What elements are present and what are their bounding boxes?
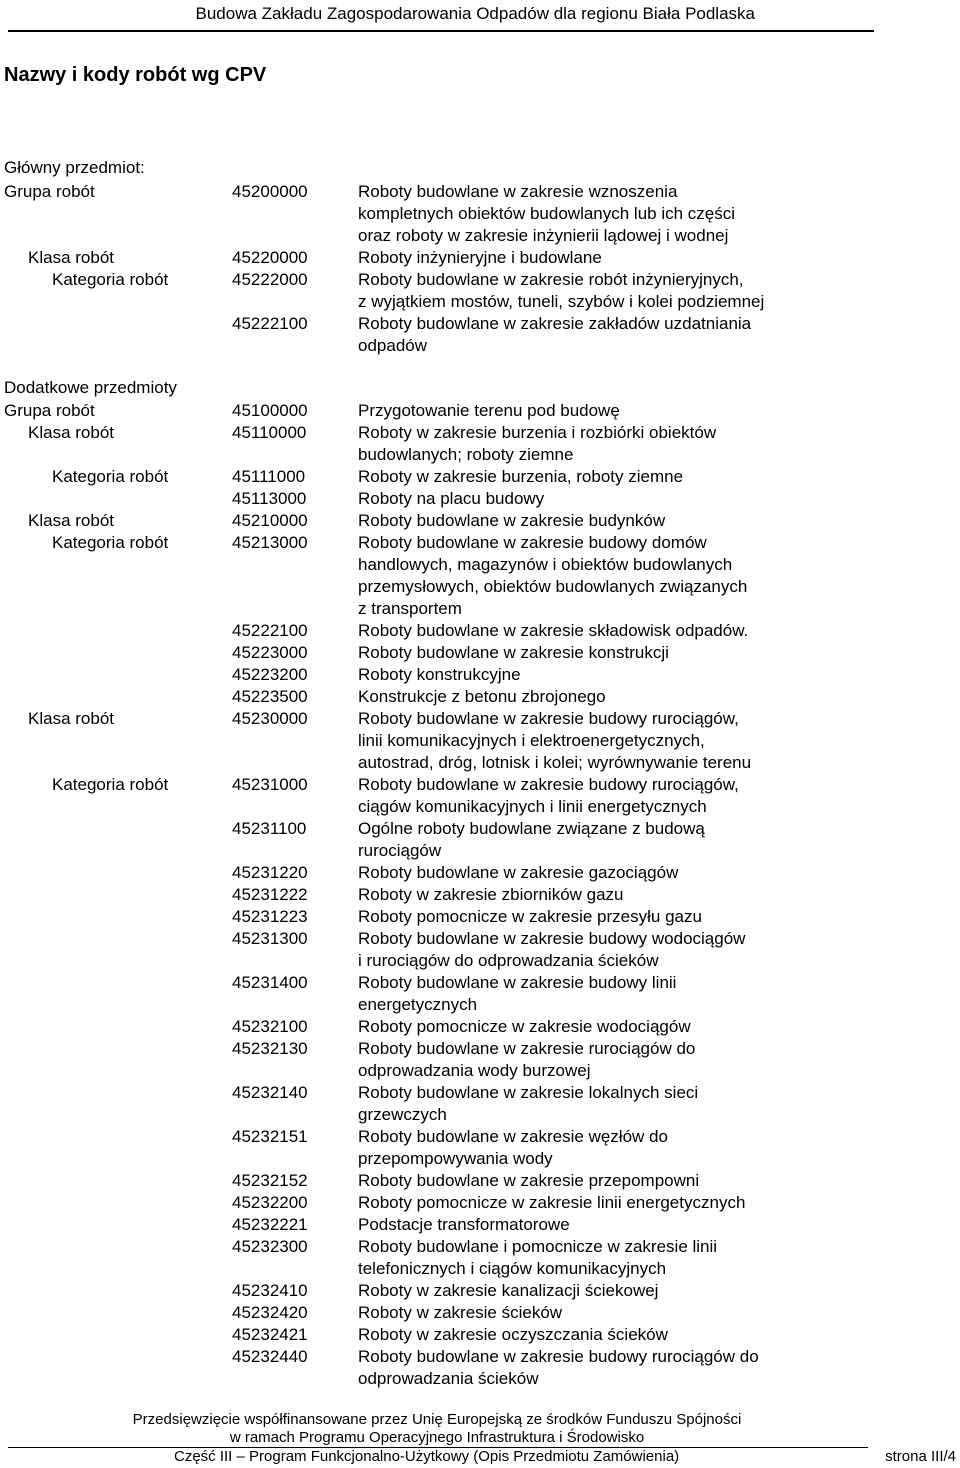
work-description-line: autostrad, dróg, lotnisk i kolei; wyrównywanie terenu bbox=[358, 753, 752, 772]
work-description bbox=[358, 181, 818, 247]
work-type-label: Kategoria robót bbox=[52, 467, 169, 486]
work-description-line: Roboty budowlane w zakresie zakładów uzdatniania bbox=[358, 314, 752, 333]
footer-funding-line: Przedsięwzięcie współfinansowane przez Unię Europejską ze środków Funduszu Spójności bbox=[132, 1411, 742, 1428]
work-description bbox=[358, 1346, 818, 1390]
cpv-code: 45232300 bbox=[232, 1237, 308, 1256]
work-description-line: Przygotowanie terenu pod budowę bbox=[358, 401, 620, 420]
work-description bbox=[358, 928, 818, 972]
cpv-code: 45232420 bbox=[232, 1303, 308, 1322]
work-description bbox=[358, 247, 818, 269]
work-description-line: Roboty inżynieryjne i budowlane bbox=[358, 248, 602, 267]
work-description bbox=[358, 313, 818, 357]
work-description-line: Roboty na placu budowy bbox=[358, 489, 545, 508]
work-description-line: energetycznych bbox=[358, 995, 478, 1014]
work-description bbox=[358, 1082, 818, 1126]
work-description bbox=[358, 1126, 818, 1170]
work-description-line: Roboty budowlane w zakresie budowy rurociągów do bbox=[358, 1347, 759, 1366]
work-type-label: Klasa robót bbox=[28, 709, 114, 728]
cpv-code: 45232151 bbox=[232, 1127, 308, 1146]
work-description bbox=[358, 1324, 818, 1346]
work-description bbox=[358, 972, 818, 1016]
work-description-line: Roboty budowlane i pomocnicze w zakresie linii bbox=[358, 1237, 718, 1256]
work-description bbox=[358, 620, 818, 642]
work-description-line: Roboty w zakresie oczyszczania ścieków bbox=[358, 1325, 668, 1344]
work-description-line: Roboty budowlane w zakresie rurociągów do bbox=[358, 1039, 696, 1058]
work-description-line: Roboty w zakresie kanalizacji ściekowej bbox=[358, 1281, 659, 1300]
cpv-code: 45100000 bbox=[232, 401, 308, 420]
work-description bbox=[358, 664, 818, 686]
work-description bbox=[358, 400, 818, 422]
work-description bbox=[358, 532, 818, 620]
work-type-label: Grupa robót bbox=[4, 401, 95, 420]
work-type-label: Klasa robót bbox=[28, 423, 114, 442]
work-description-line: Roboty w zakresie zbiorników gazu bbox=[358, 885, 624, 904]
work-description-line: odpadów bbox=[358, 336, 428, 355]
work-type-label: Grupa robót bbox=[4, 182, 95, 201]
work-description-line: przepompowywania wody bbox=[358, 1149, 553, 1168]
work-description-line: kompletnych obiektów budowlanych lub ich części bbox=[358, 204, 736, 223]
cpv-code: 45231223 bbox=[232, 907, 308, 926]
cpv-code: 45232410 bbox=[232, 1281, 308, 1300]
work-description-line: Roboty budowlane w zakresie budowy wodociągów bbox=[358, 929, 746, 948]
work-description bbox=[358, 1038, 818, 1082]
cpv-code: 45222100 bbox=[232, 314, 308, 333]
work-description-line: ciągów komunikacyjnych i linii energetycznych bbox=[358, 797, 707, 816]
work-description-line: Roboty budowlane w zakresie wznoszenia bbox=[358, 182, 678, 201]
work-description-line: Roboty budowlane w zakresie przepompowni bbox=[358, 1171, 700, 1190]
work-description-line: budowlanych; roboty ziemne bbox=[358, 445, 574, 464]
work-description bbox=[358, 1016, 818, 1038]
work-description-line: odprowadzania wody burzowej bbox=[358, 1061, 591, 1080]
work-description bbox=[358, 884, 818, 906]
cpv-code: 45223500 bbox=[232, 687, 308, 706]
work-type-label: Kategoria robót bbox=[52, 270, 169, 289]
cpv-code: 45200000 bbox=[232, 182, 308, 201]
work-description-line: z transportem bbox=[358, 599, 462, 618]
cpv-code: 45232421 bbox=[232, 1325, 308, 1344]
additional-subjects-heading: Dodatkowe przedmioty bbox=[4, 378, 177, 397]
cpv-code: 45210000 bbox=[232, 511, 308, 530]
cpv-code: 45223000 bbox=[232, 643, 308, 662]
cpv-code: 45231000 bbox=[232, 775, 308, 794]
work-description-line: przemysłowych, obiektów budowlanych związanych bbox=[358, 577, 748, 596]
cpv-code: 45232440 bbox=[232, 1347, 308, 1366]
work-description-line: Roboty pomocnicze w zakresie przesyłu gazu bbox=[358, 907, 702, 926]
work-description-line: Roboty budowlane w zakresie składowisk odpadów. bbox=[358, 621, 749, 640]
work-description bbox=[358, 1170, 818, 1192]
work-description-line: Roboty budowlane w zakresie konstrukcji bbox=[358, 643, 669, 662]
cpv-code: 45230000 bbox=[232, 709, 308, 728]
work-description-line: Roboty budowlane w zakresie gazociągów bbox=[358, 863, 679, 882]
work-description-line: Roboty budowlane w zakresie budowy rurociągów, bbox=[358, 709, 739, 728]
work-description bbox=[358, 422, 818, 466]
work-description-line: rurociągów bbox=[358, 841, 442, 860]
work-type-label: Kategoria robót bbox=[52, 533, 169, 552]
cpv-code: 45232200 bbox=[232, 1193, 308, 1212]
cpv-code: 45232221 bbox=[232, 1215, 308, 1234]
work-description bbox=[358, 1214, 818, 1236]
work-description bbox=[358, 642, 818, 664]
work-description-line: linii komunikacyjnych i elektroenergetycznych, bbox=[358, 731, 705, 750]
work-description-line: Roboty budowlane w zakresie węzłów do bbox=[358, 1127, 668, 1146]
cpv-code: 45231400 bbox=[232, 973, 308, 992]
cpv-code: 45231222 bbox=[232, 885, 308, 904]
work-type-label: Klasa robót bbox=[28, 511, 114, 530]
work-description-line: Roboty budowlane w zakresie lokalnych sieci bbox=[358, 1083, 699, 1102]
work-description-line: Ogólne roboty budowlane związane z budową bbox=[358, 819, 705, 838]
document-title: Nazwy i kody robót wg CPV bbox=[4, 64, 267, 86]
cpv-code: 45232100 bbox=[232, 1017, 308, 1036]
cpv-code: 45111000 bbox=[232, 467, 306, 486]
header-divider bbox=[8, 30, 874, 32]
cpv-code: 45220000 bbox=[232, 248, 308, 267]
cpv-code: 45222100 bbox=[232, 621, 308, 640]
work-description bbox=[358, 1280, 818, 1302]
work-type-label: Klasa robót bbox=[28, 248, 114, 267]
work-type-label: Kategoria robót bbox=[52, 775, 169, 794]
work-description-line: Roboty budowlane w zakresie budowy domów bbox=[358, 533, 707, 552]
work-description bbox=[358, 269, 818, 313]
work-description-line: Podstacje transformatorowe bbox=[358, 1215, 570, 1234]
work-description-line: Roboty konstrukcyjne bbox=[358, 665, 521, 684]
work-description-line: handlowych, magazynów i obiektów budowlanych bbox=[358, 555, 733, 574]
cpv-code: 45223200 bbox=[232, 665, 308, 684]
work-description bbox=[358, 1236, 818, 1280]
work-description-line: Konstrukcje z betonu zbrojonego bbox=[358, 687, 606, 706]
footer-program-line: w ramach Programu Operacyjnego Infrastruktura i Środowisko bbox=[229, 1429, 645, 1446]
work-description bbox=[358, 862, 818, 884]
work-description-line: Roboty budowlane w zakresie budowy rurociągów, bbox=[358, 775, 739, 794]
main-subject-heading: Główny przedmiot: bbox=[4, 158, 145, 177]
cpv-code: 45231220 bbox=[232, 863, 308, 882]
work-description-line: telefonicznych i ciągów komunikacyjnych bbox=[358, 1259, 667, 1278]
work-description-line: grzewczych bbox=[358, 1105, 447, 1124]
cpv-code: 45222000 bbox=[232, 270, 308, 289]
footer-part-label: Część III – Program Funkcjonalno-Użytkowy (Opis Przedmiotu Zamówienia) bbox=[174, 1448, 680, 1465]
cpv-code: 45110000 bbox=[232, 423, 307, 442]
work-description bbox=[358, 1302, 818, 1324]
work-description-line: z wyjątkiem mostów, tuneli, szybów i kolei podziemnej bbox=[358, 292, 765, 311]
work-description bbox=[358, 708, 818, 774]
work-description-line: Roboty pomocnicze w zakresie wodociągów bbox=[358, 1017, 691, 1036]
work-description-line: Roboty w zakresie burzenia i rozbiórki obiektów bbox=[358, 423, 717, 442]
work-description bbox=[358, 466, 818, 488]
cpv-code: 45213000 bbox=[232, 533, 308, 552]
work-description bbox=[358, 488, 818, 510]
page-number: strona III/4 bbox=[885, 1448, 956, 1465]
work-description-line: Roboty budowlane w zakresie robót inżynieryjnych, bbox=[358, 270, 744, 289]
work-description bbox=[358, 774, 818, 818]
work-description-line: Roboty pomocnicze w zakresie linii energetycznych bbox=[358, 1193, 746, 1212]
work-description-line: oraz roboty w zakresie inżynierii lądowej i wodnej bbox=[358, 226, 729, 245]
work-description-line: odprowadzania ścieków bbox=[358, 1369, 539, 1388]
header-title: Budowa Zakładu Zagospodarowania Odpadów dla regionu Biała Podlaska bbox=[195, 4, 755, 23]
cpv-code: 45231100 bbox=[232, 819, 307, 838]
cpv-code: 45232130 bbox=[232, 1039, 308, 1058]
work-description-line: Roboty budowlane w zakresie budynków bbox=[358, 511, 666, 530]
work-description bbox=[358, 906, 818, 928]
work-description-line: Roboty w zakresie ścieków bbox=[358, 1303, 563, 1322]
cpv-code: 45231300 bbox=[232, 929, 308, 948]
work-description-line: Roboty w zakresie burzenia, roboty ziemne bbox=[358, 467, 684, 486]
work-description-line: i rurociągów do odprowadzania ścieków bbox=[358, 951, 659, 970]
work-description-line: Roboty budowlane w zakresie budowy linii bbox=[358, 973, 677, 992]
work-description bbox=[358, 1192, 818, 1214]
cpv-code: 45232152 bbox=[232, 1171, 308, 1190]
work-description bbox=[358, 510, 818, 532]
work-description bbox=[358, 818, 818, 862]
work-description bbox=[358, 686, 818, 708]
cpv-code: 45232140 bbox=[232, 1083, 308, 1102]
cpv-code: 45113000 bbox=[232, 489, 307, 508]
